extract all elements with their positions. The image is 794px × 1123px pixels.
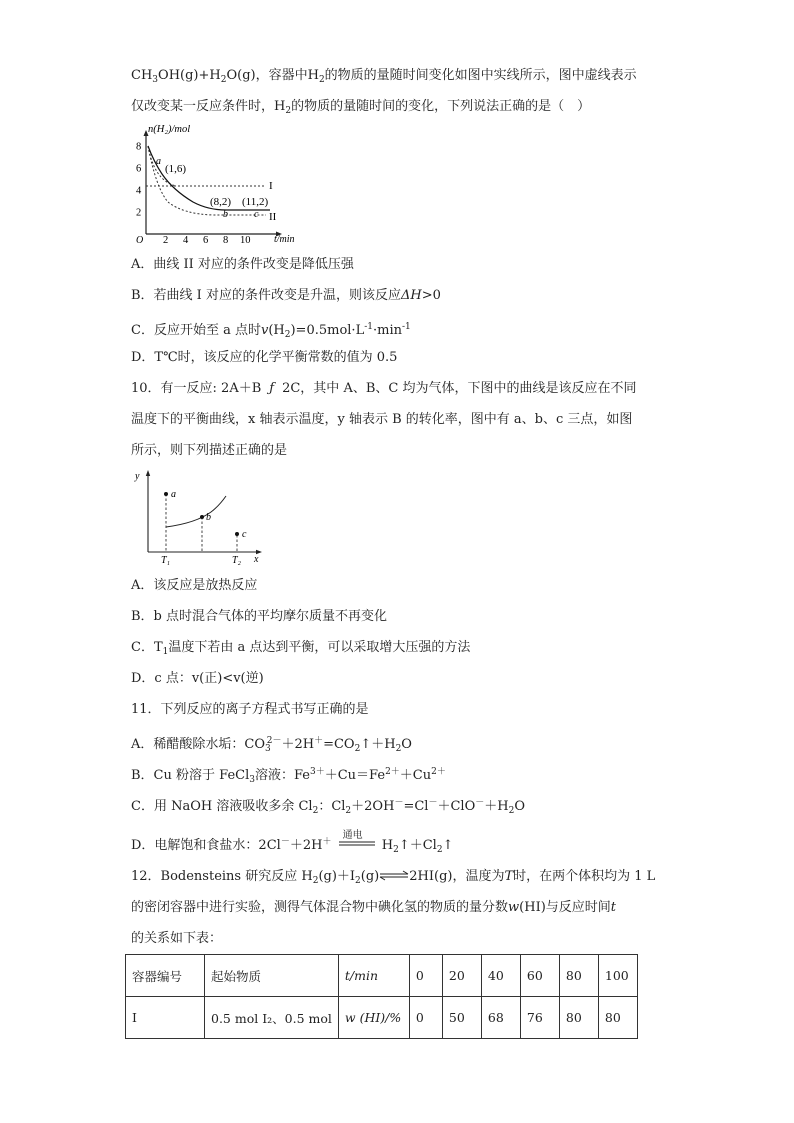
q10-stem-line3: 所示，则下列描述正确的是	[131, 443, 288, 458]
q9-option-b[interactable]: B．若曲线 I 对应的条件改变是升温，则该反应ΔH>0	[131, 288, 441, 303]
q10-option-c[interactable]: C．$T_1$温度下若由 a 点达到平衡，可以采取增大压强的方法	[131, 640, 471, 657]
q12-line3: 的关系如下表：	[131, 931, 223, 946]
q10-stem-line1: 10．有一反应: 2A＋B ƒ 2C，其中 A、B、C 均为气体，下图中的曲线是该反应在不同	[131, 381, 637, 396]
x-tick-label: 2	[163, 235, 169, 246]
q11-option-b[interactable]: B．Cu 粉溶于 FeCl$_3$溶液：$Fe^{3+}+Cu=Fe^{2+}+Cu^{2+}$	[131, 767, 446, 785]
y-tick-label: 8	[136, 141, 142, 153]
q11-stem: 11．下列反应的离子方程式书写正确的是	[131, 702, 369, 717]
label-112: (11,2)	[242, 196, 269, 208]
label-16: (1,6)	[165, 163, 187, 175]
x-tick-label: 4	[183, 235, 189, 246]
q9-chart	[128, 122, 295, 246]
svg-text:T₁: T₁	[161, 555, 171, 566]
y-tick-label: 6	[136, 163, 142, 175]
svg-text:c: c	[242, 529, 247, 540]
x-tick-label: 6	[203, 235, 209, 246]
q9-option-d[interactable]: D．T℃时，该反应的化学平衡常数的值为 0.5	[131, 350, 398, 365]
q11-option-a[interactable]: A．稀醋酸除水垢：$CO_3^{2-}+2H^+=CO_2↑+H_2O$	[131, 736, 412, 754]
q9-stem-line1: $CH_3OH(g)+H_2O(g)$，容器中$H_2$的物质的量随时间变化如图中实线所示，图中虚线表示	[131, 68, 637, 85]
q9-stem-line2: 仅改变某一反应条件时，$H_2$的物质的量随时间的变化，下列说法正确的是（ ）	[131, 99, 591, 116]
q9-option-c[interactable]: C．反应开始至 a 点时$v(H_2)=0.5mol\cdot L^{-1}\cdot\min^{-1}$	[131, 322, 411, 340]
label-a: a	[156, 156, 161, 167]
point-c	[235, 532, 239, 536]
q10-stem-line2: 温度下的平衡曲线，x 轴表示温度，y 轴表示 B 的转化率，图中有 a、b、c 三点，如图	[131, 412, 633, 427]
point-b	[200, 515, 204, 519]
q10-chart	[126, 466, 266, 568]
point-a	[164, 492, 168, 496]
q9-ylabel: n(H₂)/mol	[148, 124, 191, 135]
equilibrium-arrow	[379, 870, 409, 880]
q10-option-b[interactable]: B．b 点时混合气体的平均摩尔质量不再变化	[131, 609, 388, 624]
table-row: I 0.5 mol I₂、0.5 mol w (HI)/% 0 50 68 76 80 80	[126, 997, 638, 1039]
q12-table	[125, 954, 638, 1039]
x-tick-label: 8	[223, 235, 229, 246]
label-I: I	[269, 180, 273, 192]
label-II: II	[269, 211, 277, 223]
q10-xlabel: x	[254, 554, 259, 565]
label-82: (8,2)	[210, 196, 232, 208]
label-c: c	[254, 209, 259, 220]
q9-origin: O	[136, 235, 144, 246]
q11-option-d[interactable]: D．电解饱和食盐水：2Cl－＋2H＋ 通电 $H_2↑+Cl_2↑$	[131, 830, 454, 855]
q10-option-d[interactable]: D．c 点：v(正)<v(逆)	[131, 671, 264, 686]
electrolysis-arrow: 通电	[342, 830, 363, 841]
q9-option-a[interactable]: A．曲线 II 对应的条件改变是降低压强	[131, 257, 354, 272]
x-tick-label: 10	[240, 235, 251, 246]
y-tick-label: 2	[136, 207, 142, 219]
label-b: b	[223, 209, 228, 220]
q12-line1: 12．Bodensteins 研究反应 $H_2(g)+I_2(g)$ 2HI(g)，温度为T时，在两个体积均为 1 L	[131, 869, 656, 886]
y-tick-label: 4	[136, 185, 142, 197]
svg-text:b: b	[206, 512, 211, 523]
q10-ylabel: y	[135, 471, 140, 482]
table-row: 容器编号 起始物质 t/min 0 20 40 60 80 100	[126, 955, 638, 997]
q12-line2: 的密闭容器中进行实验，测得气体混合物中碘化氢的物质的量分数w(HI)与反应时间t	[131, 900, 617, 915]
svg-text:a: a	[171, 489, 176, 500]
q10-option-a[interactable]: A．该反应是放热反应	[131, 578, 258, 593]
svg-text:T₂: T₂	[232, 555, 242, 566]
q11-option-c[interactable]: C．用 NaOH 溶液吸收多余 $Cl_2$：$Cl_2+2OH^-=Cl^-+ClO^-+H_2O$	[131, 798, 525, 816]
q9-xlabel: t/min	[274, 234, 295, 245]
